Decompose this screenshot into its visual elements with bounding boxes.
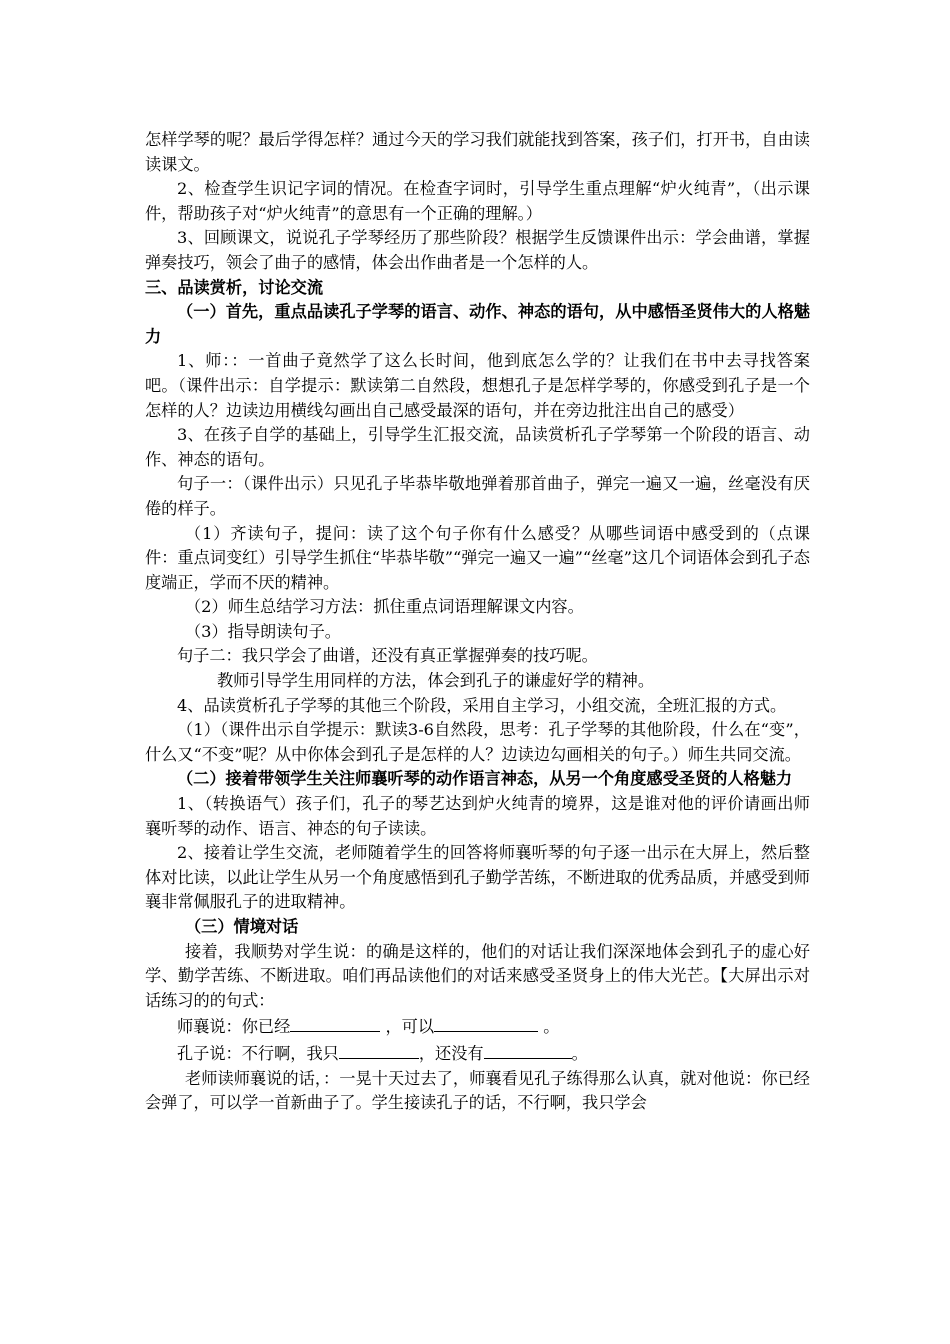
dialogue-text: 。 <box>543 1017 560 1037</box>
dialogue-text: 师襄说：你已经 <box>177 1017 291 1037</box>
fill-blank <box>339 1040 419 1059</box>
paragraph-sentence-one: 句子一：（课件出示）只见孔子毕恭毕敬地弹着那首曲子，弹完一遍又一遍，丝毫没有厌倦的样子。 <box>145 474 810 518</box>
paragraph-dialogue-intro: 接着，我顺势对学生说：的确是这样的，他们的对话让我们深深地体会到孔子的虚心好学、勤学苦练、不断进取。咱们再品读他们的对话来感受圣贤身上的伟大光芒。【大屏出示对话练习的的句式： <box>145 941 810 1010</box>
paragraph-teacher-question: 1、师：：一首曲子竟然学了这么长时间，他到底怎么学的？让我们在书中去寻找答案吧。（课件出示：自学提示：默读第二自然段，想想孔子是怎样学琴的，你感受到孔子是一个怎样的人？边读边用横线勾画出自己感受最深的语句，并在旁边批注出自己的感受） <box>145 351 810 420</box>
paragraph-read-aloud: 老师读师襄说的话，：一晃十天过去了，师襄看见孔子练得那么认真，就对他说：你已经会弹了，可以学一首新曲子了。学生接读孔子的话，不行啊，我只学会 <box>145 1068 810 1113</box>
paragraph-exchange: 2、接着让学生交流，老师随着学生的回答将师襄听琴的句子逐一出示在大屏上，然后整体对比读，以此让学生从另一个角度感悟到孔子勤学苦练，不断进取的优秀品质，并感受到师襄非常佩服孔子的进取精神。 <box>145 843 810 912</box>
section-heading-3: 三、品读赏析，讨论交流 <box>145 277 324 297</box>
paragraph-guide-reading: （3）指导朗读句子。 <box>185 621 341 641</box>
fill-blank <box>434 1013 538 1032</box>
paragraph-read-sentence: （1）齐读句子，提问：读了这个句子你有什么感受？从哪些词语中感受到的（点课件：重点词变红）引导学生抓住“毕恭毕敬”“弹完一遍又一遍”“丝毫”这几个词语体会到孔子态度端正，学而不厌的精神。 <box>145 523 810 592</box>
dialogue-text: 孔子说：不行啊，我只 <box>177 1043 339 1063</box>
subsection-heading-1: （一）首先，重点品读孔子学琴的语言、动作、神态的语句，从中感悟圣贤伟大的人格魅力 <box>145 302 810 346</box>
dialogue-text: ，还没有 <box>418 1043 484 1063</box>
subsection-heading-3: （三）情境对话 <box>185 917 299 936</box>
paragraph-intro: 怎样学琴的呢？最后学得怎样？通过今天的学习我们就能找到答案，孩子们，打开书，自由读读课文。 <box>145 130 810 174</box>
dialogue-text: 。 <box>571 1043 588 1063</box>
document-body <box>145 128 810 1116</box>
paragraph-self-study: （1）（课件出示自学提示：默读3-6自然段，思考：孔子学琴的其他阶段，什么在“变”，什么又“不变”呢？从中你体会到孔子是怎样的人？边读边勾画相关的句子。）师生共同交流。 <box>145 720 810 764</box>
dialogue-line-confucius <box>145 1040 810 1067</box>
paragraph-check-words: 2、检查学生识记字词的情况。在检查字词时，引导学生重点理解“炉火纯青”，（出示课件，帮助孩子对“炉火纯青”的意思有一个正确的理解。） <box>145 179 810 223</box>
dialogue-line-shixiang <box>145 1013 810 1040</box>
paragraph-sentence-two: 句子二：我只学会了曲谱，还没有真正掌握弹奏的技巧呢。 <box>177 646 598 666</box>
paragraph-review: 3、回顾课文，说说孔子学琴经历了那些阶段？根据学生反馈课件出示：学会曲谱，掌握弹奏技巧，领会了曲子的感情，体会出作曲者是一个怎样的人。 <box>145 228 810 272</box>
fill-blank <box>290 1013 380 1032</box>
paragraph-summary-method: （2）师生总结学习方法：抓住重点词语理解课文内容。 <box>185 597 584 617</box>
paragraph-report: 3、在孩子自学的基础上，引导学生汇报交流，品读赏析孔子学琴第一个阶段的语言、动作、神态的语句。 <box>145 425 810 469</box>
fill-blank <box>484 1040 572 1059</box>
paragraph-other-stages: 4、品读赏析孔子学琴的其他三个阶段，采用自主学习，小组交流，全班汇报的方式。 <box>177 695 787 715</box>
subsection-heading-2: （二）接着带领学生关注师襄听琴的动作语言神态，从另一个角度感受圣贤的人格魅力 <box>177 769 793 789</box>
paragraph-tone-change: 1、（转换语气）孩子们，孔子的琴艺达到炉火纯青的境界，这是谁对他的评价请画出师襄听琴的动作、语言、神态的句子读读。 <box>145 794 810 838</box>
dialogue-text: ，可以 <box>385 1017 435 1037</box>
paragraph-teacher-guide: 教师引导学生用同样的方法，体会到孔子的谦虚好学的精神。 <box>217 671 655 691</box>
